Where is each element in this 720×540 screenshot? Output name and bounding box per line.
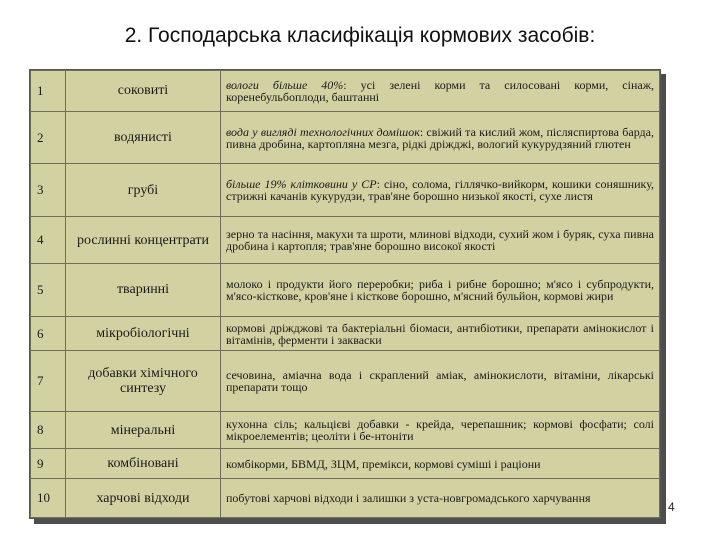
feed-category: комбіновані — [66, 448, 221, 478]
feed-description — [221, 111, 660, 164]
feed-category: мікробіологічні — [66, 316, 221, 351]
slide-title: 2. Господарська класифікація кормових засобів: — [124, 24, 596, 47]
feed-description — [221, 479, 660, 518]
table-row — [31, 71, 660, 112]
description-text: кормові дріжджові та бактеріальні біомаси, антибіотики, препарати амінокислот і вітамінів, ферменти і закваски — [226, 320, 654, 347]
table-row — [31, 111, 660, 164]
row-number: 1 — [31, 71, 66, 112]
table-row — [31, 412, 660, 449]
table-row — [31, 351, 660, 412]
feed-category: тваринні — [66, 263, 221, 316]
description-criterion: більше 19% клітковини у СР — [226, 177, 377, 192]
description-text: побутові харчові відходи і залишки з уста-новгромадського харчування — [226, 491, 591, 506]
table-row — [31, 217, 660, 264]
row-number: 4 — [31, 217, 66, 264]
description-text: кухонна сіль; кальцієві добавки - крейда, черепашник; кормові фосфати; солі мікроелементів; цеоліти і бе-нтоніти — [226, 417, 654, 444]
feed-description — [221, 351, 660, 412]
feed-category: мінеральні — [66, 412, 221, 449]
feed-description — [221, 164, 660, 217]
row-number: 7 — [31, 351, 66, 412]
description-text: сечовина, аміачна вода і скраплений аміак, амінокислоти, вітаміни, лікарські препарати тощо — [226, 368, 654, 395]
feed-description — [221, 448, 660, 478]
description-text: : сіно, солома, гіллячко-вийкорм, кошики соняшнику, стрижні качанів кукурудзи, трав'яне борошно низької якості, сухе листя — [226, 177, 654, 204]
feed-category: соковиті — [66, 71, 221, 112]
table-row — [31, 448, 660, 478]
row-number: 6 — [31, 316, 66, 351]
feed-description — [221, 316, 660, 351]
row-number: 8 — [31, 412, 66, 449]
table-row — [31, 316, 660, 351]
feed-description — [221, 263, 660, 316]
description-text: зерно та насіння, макухи та шроти, млинові відходи, сухий жом і буряк, суха пивна дробина і картопля; трав'яне борошно високої якості — [226, 227, 654, 254]
feed-description — [221, 217, 660, 264]
feed-category: добавки хімічного синтезу — [66, 351, 221, 412]
description-criterion: вода у вигляді технологічних домішок — [226, 124, 420, 139]
description-text: : усі зелені корми та силосовані корми, сінаж, коренебульбоплоди, баштанні — [226, 77, 655, 104]
row-number: 10 — [31, 479, 66, 518]
row-number: 3 — [31, 164, 66, 217]
feed-category: рослинні концентрати — [66, 217, 221, 264]
page-number: 4 — [668, 500, 675, 514]
description-text: молоко і продукти його переробки; риба і рибне борошно; м'ясо і субпродукти, м'ясо-кісткове, кров'яне і кісткове борошно, м'ясний бульйон, кормові жири — [226, 276, 654, 303]
row-number: 9 — [31, 448, 66, 478]
feed-category: харчові відходи — [66, 479, 221, 518]
description-criterion: вологи більше 40% — [226, 77, 344, 92]
row-number: 2 — [31, 111, 66, 164]
feed-category: грубі — [66, 164, 221, 217]
table-row — [31, 263, 660, 316]
description-text: : свіжий та кислий жом, післяспиртова барда, пивна дробина, картопляна мезга, рідкі дріжджі, вологий кукурудзяний глютен — [226, 124, 654, 151]
feed-description — [221, 412, 660, 449]
feed-description — [221, 71, 660, 112]
feed-category: водянисті — [66, 111, 221, 164]
table-row — [31, 164, 660, 217]
description-text: комбікорми, БВМД, ЗЦМ, премікси, кормові суміші і раціони — [226, 456, 541, 471]
table-row — [31, 479, 660, 518]
classification-table — [29, 69, 661, 519]
row-number: 5 — [31, 263, 66, 316]
